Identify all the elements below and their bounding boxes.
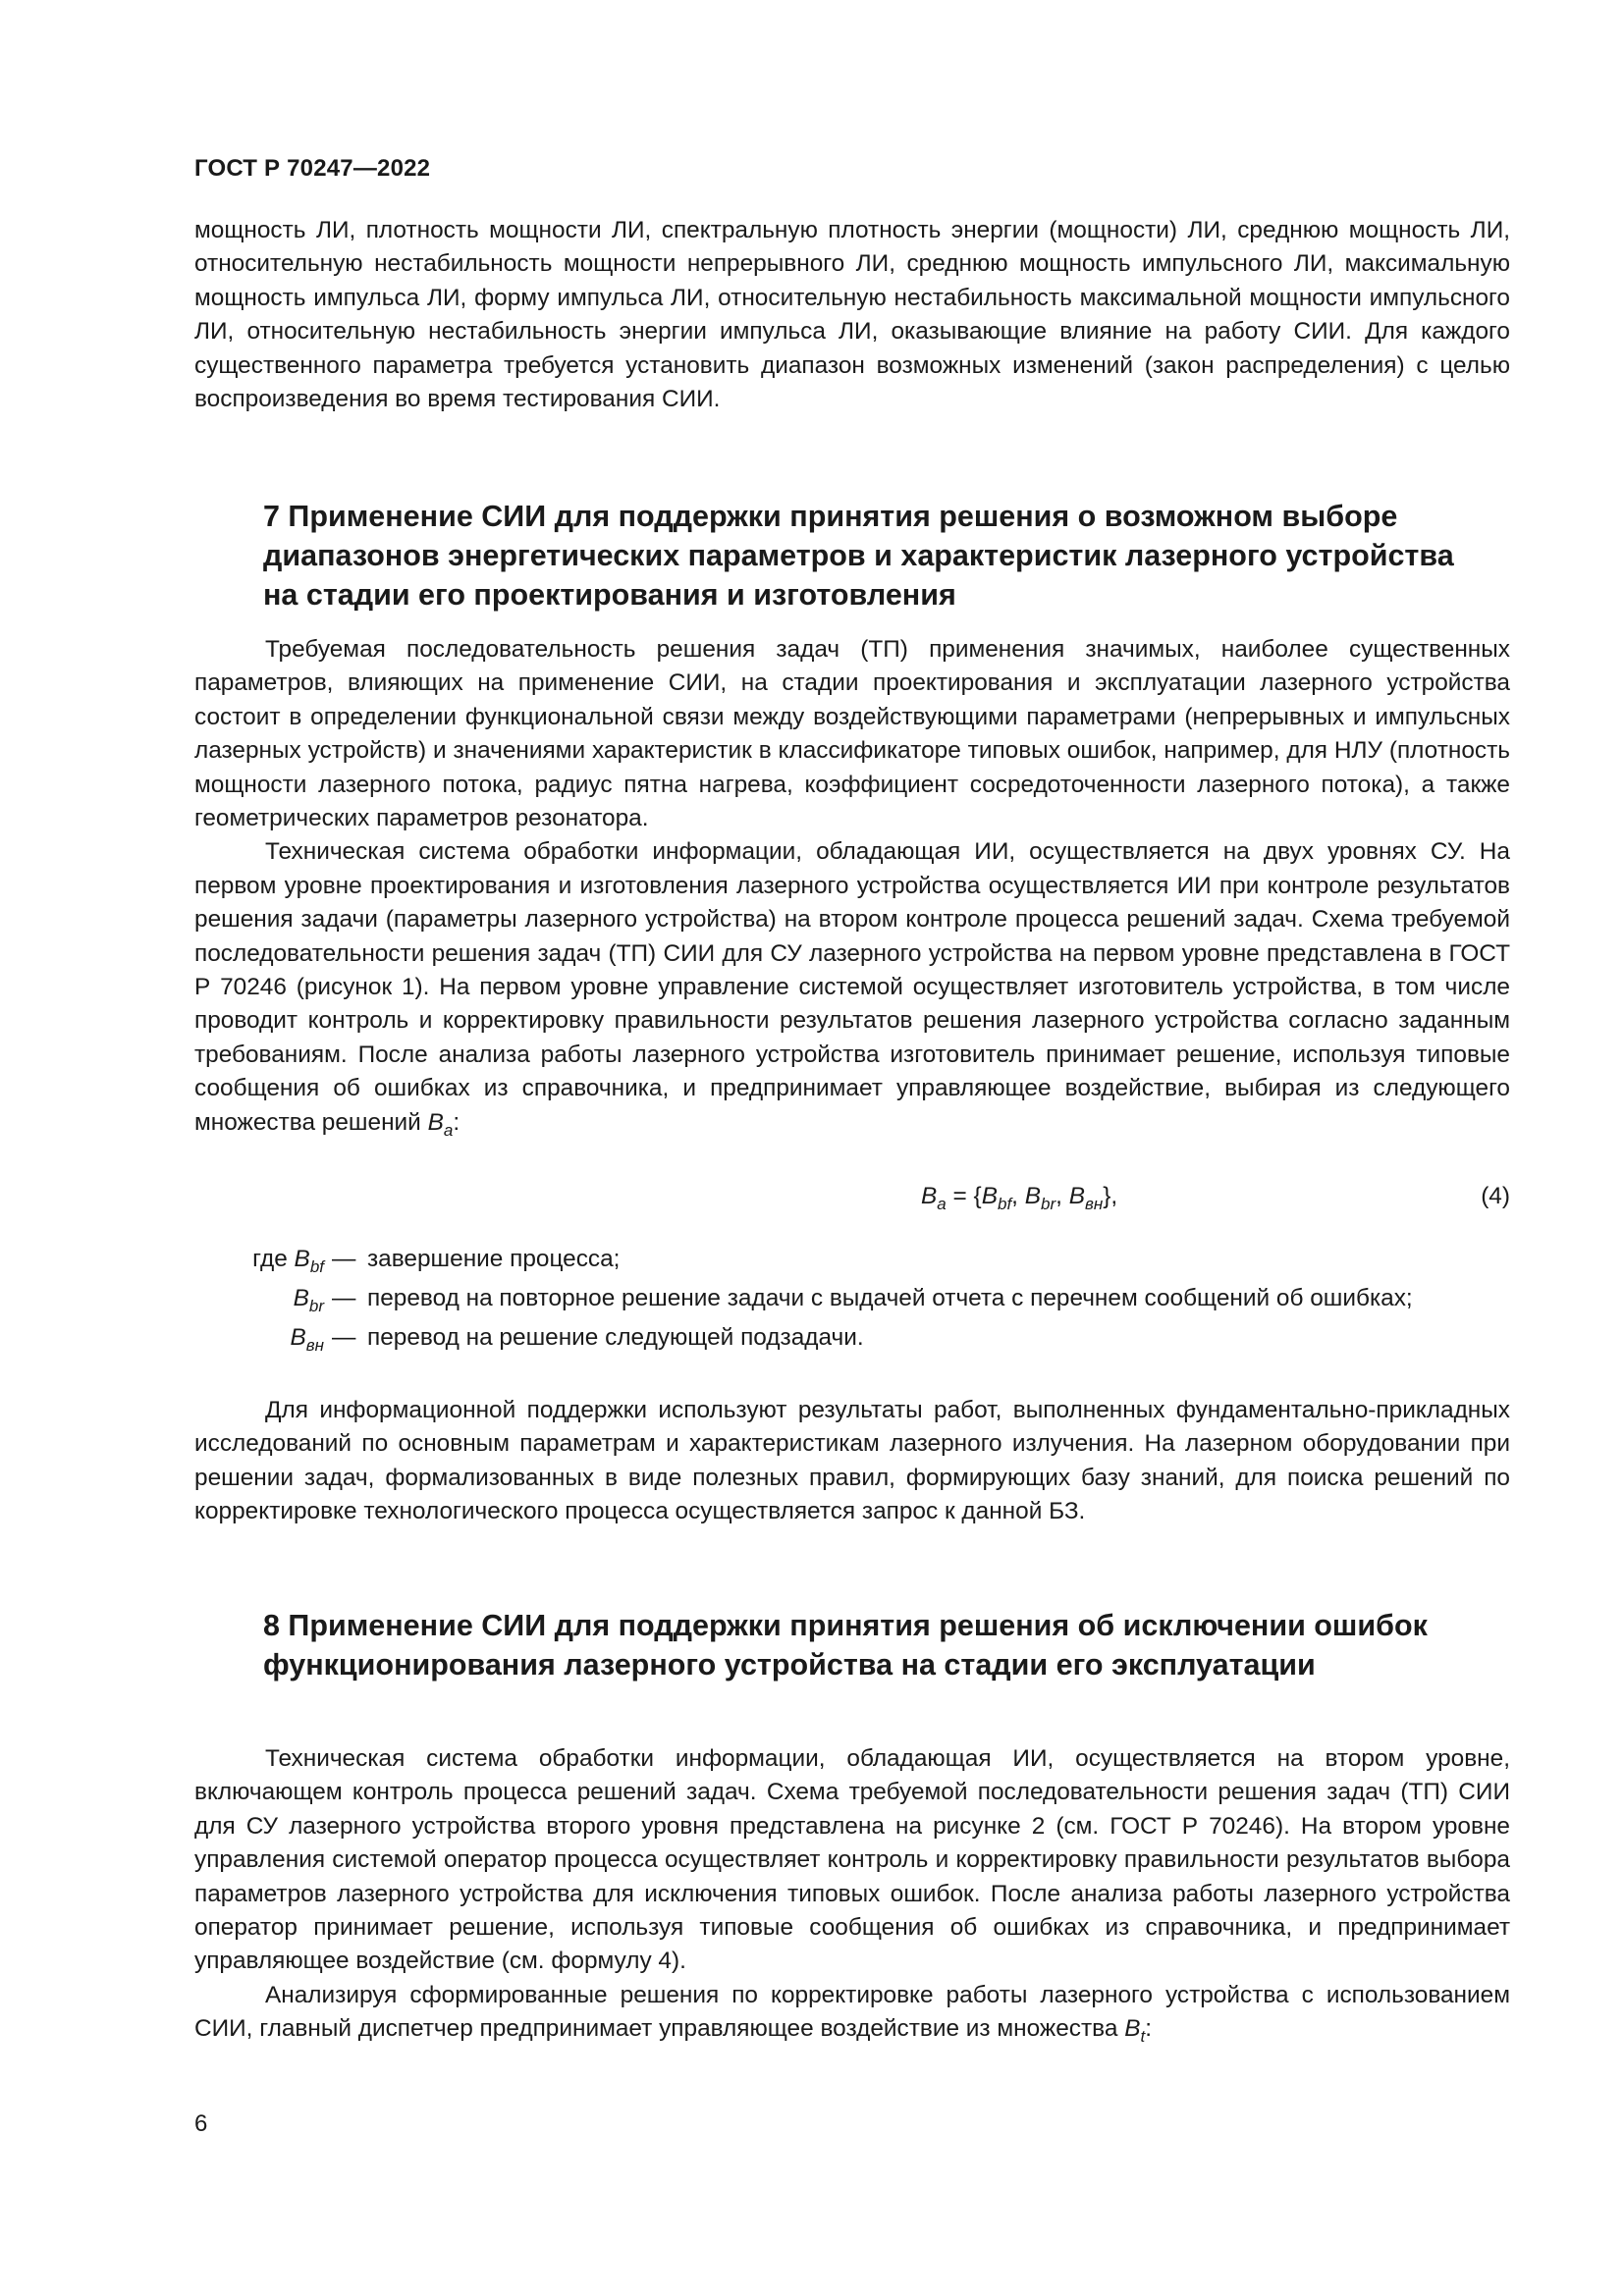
section-8-body: [194, 1742, 1510, 2055]
section-7-paragraph-1: Требуемая последовательность решения задач (ТП) применения значимых, наиболее существенных параметров, влияющих на применение СИИ, на стадии проектирования и эксплуатации лазерного устройства состоит в определении функциональной связи между воздействующими параметрами (непрерывных и импульсных лазерных устройств) и значениями характеристик в классификаторе типовых ошибок, например, для НЛУ (плотность мощности лазерного потока, радиус пятна нагрева, коэффициент сосредоточенности лазерного потока), а также геометрических параметров резонатора.: [194, 636, 1510, 832]
page-number: 6: [194, 2110, 208, 2137]
document-header: ГОСТ Р 70247—2022: [194, 155, 431, 182]
where-item: $B_{вн}$ — перевод на решение следующей подзадачи.: [290, 1324, 864, 1355]
formula-expression: $B_a = \{B_{bf}$, $B_{br}$, $B_{вн}$},: [921, 1183, 1118, 1213]
section-7-body: [194, 633, 1510, 1148]
where-item: где $B_{bf}$ — завершение процесса;: [252, 1246, 621, 1276]
section-7-heading: 7 Применение СИИ для поддержки принятия решения о возможном выборе диапазонов энергетических параметров и характеристик лазерного устройства на стадии его проектирования и изготовления: [263, 500, 1454, 612]
formula-4: [194, 1180, 1510, 1215]
set-symbol: $B_t$: [1124, 2015, 1146, 2047]
where-list: [194, 1243, 1510, 1361]
where-item: $B_{br}$ — перевод на повторное решение задачи с выдачей отчета с перечнем сообщений об ошибках;: [293, 1285, 1413, 1315]
section-8-heading: 8 Применение СИИ для поддержки принятия решения об исключении ошибок функционирования лазерного устройства на стадии его эксплуатации: [263, 1609, 1428, 1682]
intro-paragraph: мощность ЛИ, плотность мощности ЛИ, спектральную плотность энергии (мощности) ЛИ, среднюю мощность ЛИ, относительную нестабильность мощности непрерывного ЛИ, среднюю мощность импульсного ЛИ, максимальную мощность импульса ЛИ, форму импульса ЛИ, относительную нестабильность максимальной мощности импульсного ЛИ, относительную нестабильность энергии импульса ЛИ, оказывающие влияние на работу СИИ. Для каждого существенного параметра требуется установить диапазон возможных изменений (закон распределения) с целью воспроизведения во время тестирования СИИ.: [194, 217, 1510, 413]
section-7-closing: [194, 1394, 1510, 1529]
intro-block: [194, 214, 1510, 416]
section-8-paragraph-2: Анализируя сформированные решения по корректировке работы лазерного устройства с использованием СИИ, главный диспетчер предпринимает управляющее воздействие из множества $B_t$:: [194, 1981, 1510, 2047]
section-8-paragraph-1: Техническая система обработки информации, обладающая ИИ, осуществляется на втором уровне, включающем контроль процесса решений задач. Схема требуемой последовательности решения задач (ТП) СИИ для СУ лазерного устройства второго уровня представлена на рисунке 2 (см. ГОСТ Р 70246). На втором уровне управления системой оператор процесса осуществляет контроль и корректировку правильности результатов выбора параметров лазерного устройства для исключения типовых ошибок. После анализа работы лазерного устройства оператор принимает решение, используя типовые сообщения об ошибках из справочника, и предпринимает управляющее воздействие (см. формулу 4).: [194, 1745, 1510, 1975]
set-symbol: $B_a$: [427, 1108, 454, 1140]
section-7-paragraph-2: Техническая система обработки информации, обладающая ИИ, осуществляется на двух уровнях СУ. На первом уровне проектирования и изготовления лазерного устройства осуществляется ИИ при контроле результатов решения задачи (параметры лазерного устройства) на втором контроле процесса решений задач. Схема требуемой последовательности решения задач (ТП) СИИ для СУ лазерного устройства на первом уровне представлена в ГОСТ Р 70246 (рисунок 1). На первом уровне управление системой осуществляет изготовитель устройства, в том числе проводит контроль и корректировку правильности результатов решения лазерного устройства согласно заданным требованиям. После анализа работы лазерного устройства изготовитель принимает решение, используя типовые сообщения об ошибках из справочника, и предпринимает управляющее воздействие, выбирая из следующего множества решений $B_a$:: [194, 838, 1510, 1140]
formula-number: (4): [1481, 1183, 1510, 1209]
section-7-paragraph-3: Для информационной поддержки используют результаты работ, выполненных фундаментально-прикладных исследований по основным параметрам и характеристикам лазерного излучения. На лазерном оборудовании при решении задач, формализованных в виде полезных правил, формирующих базу знаний, для поиска решений по корректировке технологического процесса осуществляется запрос к данной БЗ.: [194, 1397, 1510, 1525]
